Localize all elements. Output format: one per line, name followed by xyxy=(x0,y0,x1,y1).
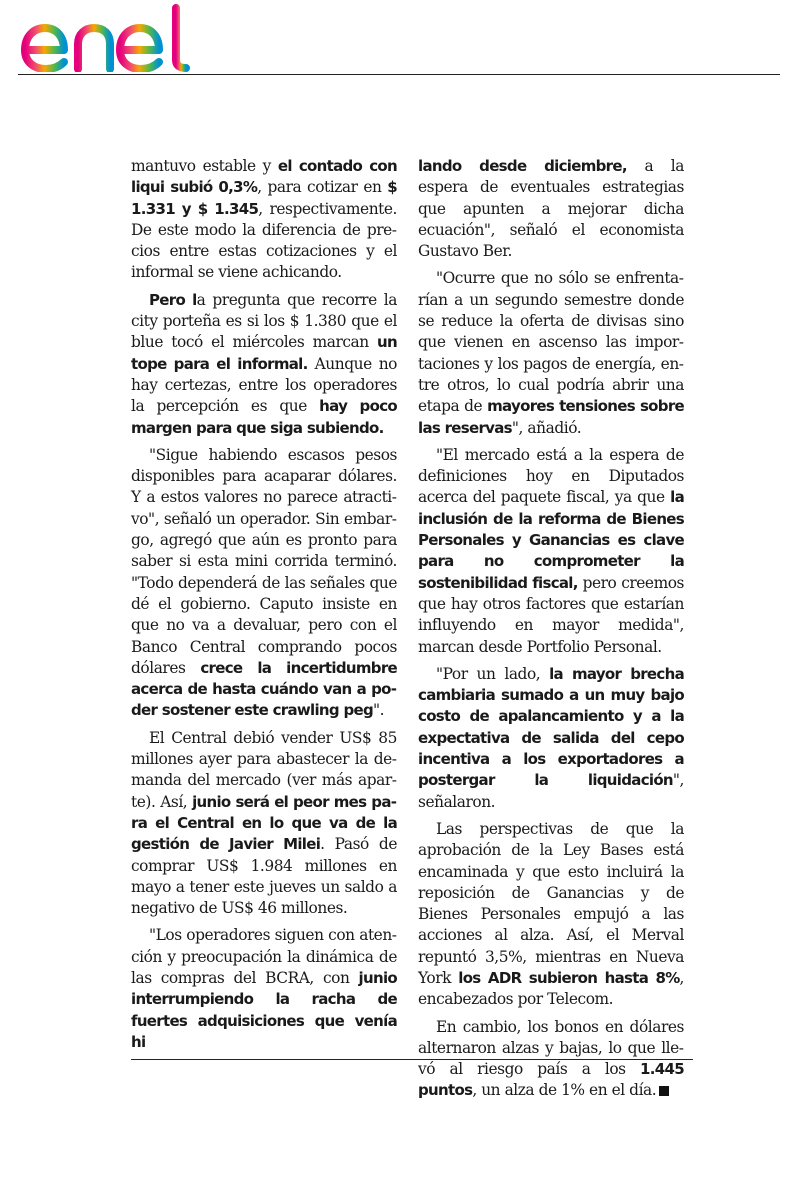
bold-text: lando desde diciembre, xyxy=(418,157,627,175)
article-paragraph xyxy=(131,156,397,284)
text: , para cotizar en xyxy=(257,178,388,197)
text: . Pasó de comprar US$ 1.984 millones en mayo a tener este jueves un saldo a negativo de US$ 46 millones. xyxy=(131,835,397,918)
bold-text: Pero l xyxy=(149,290,197,309)
text: a la espera de eventuales estrategias que apunten a mejorar dicha ecuación", señaló el economista Gustavo Ber. xyxy=(418,157,684,261)
bold-text: 1.445 puntos xyxy=(418,1060,684,1100)
bold-text: los ADR subieron hasta 8% xyxy=(458,968,680,987)
enel-logo xyxy=(18,4,194,72)
text: El Central debió vender US$ 85 millones ayer para abastecer la demanda del mercado (ver más aparte). Así, xyxy=(131,728,397,811)
article-paragraph xyxy=(418,819,684,1011)
bold-text: junio interrumpiendo la racha de fuertes adquisiciones que venía hi xyxy=(131,968,397,1051)
article-paragraph xyxy=(131,925,397,1053)
text: En cambio, los bonos en dólares alternaron alzas y bajas, lo que llevó al riesgo país a los xyxy=(418,1017,684,1079)
article-paragraph xyxy=(418,156,684,262)
bold-text: junio será el peor mes para el Central en lo que va de la gestión de Javier Milei xyxy=(131,792,397,854)
article-paragraph xyxy=(418,268,684,438)
header-rule xyxy=(18,74,780,75)
article-paragraph xyxy=(131,290,397,439)
text: Las perspectivas de que la aprobación de la Ley Bases está encaminada y que esto incluirá la reposición de Ganancias y de Bienes Personales empujó a las acciones al alza. Así, el Merval repuntó 3,5%, mientras en Nueva York xyxy=(418,819,684,987)
text: , encabezados por Telecom. xyxy=(418,968,684,1009)
article-column-left xyxy=(131,156,397,1059)
text: "El mercado está a la espera de definiciones hoy en Diputados acerca del paquete fiscal, ya que xyxy=(418,445,684,507)
text: , respectivamente. De este modo la diferencia de precios entre estas cotizaciones y el informal se viene achicando. xyxy=(131,199,397,282)
text: a pregunta que recorre la city porteña es si los $ 1.380 que el blue tocó el miércoles marcan xyxy=(131,290,397,352)
text: "Ocurre que no sólo se enfrentarían a un segundo semestre donde se reduce la oferta de divisas sino que vienen en ascenso las importaciones y los pagos de energía, entre otros, lo cual podría abrir una etapa de xyxy=(418,269,684,416)
text: "Sigue habiendo escasos pesos disponibles para acaparar dólares. Y a estos valores no parece atractivo", señaló un operador. Sin embargo, agregó que aún es pronto para saber si esta mini corrida terminó. "Todo dependerá de las señales que dé el gobierno. Caputo insiste en que no va a devaluar, pero con el Banco Central comprando pocos dólares xyxy=(131,445,397,677)
article-column-right xyxy=(418,156,684,1108)
bold-text: un tope para el informal. xyxy=(131,333,397,373)
bold-text: crece la incertidumbre acerca de hasta cuándo van a poder sostener este crawling peg xyxy=(131,658,397,720)
end-of-article-mark xyxy=(659,1086,669,1096)
text: mantuvo estable y xyxy=(131,157,278,175)
text: ", añadió. xyxy=(511,418,582,437)
text: "Por un lado, xyxy=(436,664,550,683)
text: ". xyxy=(373,701,385,720)
article-paragraph xyxy=(418,445,684,658)
text: , un alza de 1% en el día. xyxy=(472,1081,657,1100)
article-paragraph xyxy=(131,445,397,722)
bold-text: mayores tensiones sobre las reservas xyxy=(418,397,684,437)
bold-text: la mayor brecha cambiaria sumado a un muy bajo costo de apalancamiento y a la expectativa de salida del cepo incentiva a los exportadores a postergar la liquidación xyxy=(418,664,684,790)
bottom-rule xyxy=(131,1059,693,1060)
article-paragraph xyxy=(131,728,397,920)
text: Aunque no hay certezas, entre los operadores la percepción es que xyxy=(131,354,397,416)
bold-text: $ 1.331 y $ 1.345 xyxy=(131,178,398,218)
text: "Los operadores siguen con atención y preocupación la dinámica de las compras del BCRA, con xyxy=(131,926,397,987)
text: pero creemos que hay otros factores que estarían influyendo en mayor medida", marcan desde Portfolio Personal. xyxy=(418,573,684,656)
bold-text: el contado con liqui subió 0,3% xyxy=(131,157,397,197)
text: ", señalaron. xyxy=(418,771,684,811)
article-paragraph xyxy=(418,664,684,813)
bold-text: hay poco margen para que siga subiendo. xyxy=(131,397,397,437)
bold-text: la inclusión de la reforma de Bienes Personales y Ganancias es clave para no comprometer la sostenibilidad fiscal, xyxy=(418,488,684,592)
